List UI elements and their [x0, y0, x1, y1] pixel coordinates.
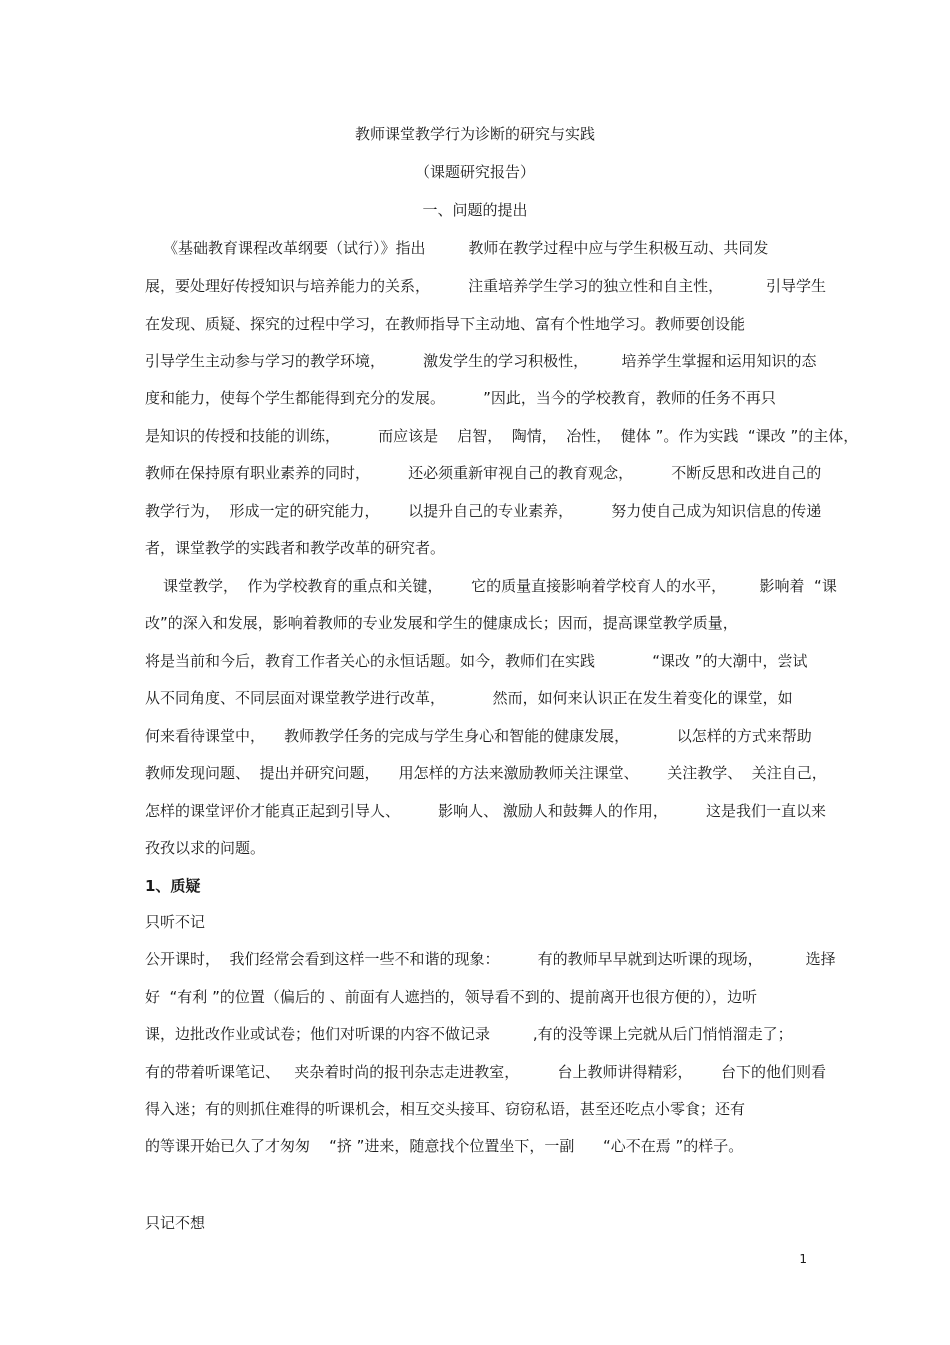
text-line: 得入迷；有的则抓住难得的听课机会，相互交头接耳、窃窃私语，甚至还吃点小零食；还有: [145, 1100, 746, 1118]
section-heading: 一、问题的提出: [422, 201, 528, 219]
text-line: 在发现、质疑、探究的过程中学习，在教师指导下主动地、富有个性地学习。教师要创设能: [145, 315, 746, 333]
text-line: 教师在保持原有职业素养的同时， 还必须重新审视自己的教育观念， 不断反思和改进自己的: [145, 464, 822, 482]
document-title: 教师课堂教学行为诊断的研究与实践: [354, 125, 595, 143]
subsection-heading: 1、质疑: [145, 877, 201, 895]
text-line: 是知识的传授和技能的训练， 而应该是 启智， 陶情， 冶性， 健体 ”。作为实践 “课改 ”的主体，: [145, 427, 859, 445]
subsubsection-heading: 只听不记: [145, 913, 206, 931]
text-line: 教师发现问题、 提出并研究问题， 用怎样的方法来激励教师关注课堂、 关注教学、 关注自己，: [145, 764, 827, 782]
text-line: 《基础教育课程改革纲要（试行）》指出 教师在教学过程中应与学生积极互动、共同发: [163, 239, 769, 257]
text-line: 孜孜以求的问题。: [145, 839, 266, 857]
text-line: 有的带着听课笔记、 夹杂着时尚的报刊杂志走进教室， 台上教师讲得精彩， 台下的他们则看: [145, 1063, 827, 1081]
text-line: 的等课开始已久了才匆匆 “挤 ”进来，随意找个位置坐下，一副 “心不在焉 ”的样子。: [145, 1137, 744, 1155]
page-number: 1: [799, 1252, 807, 1266]
text-line: 度和能力，使每个学生都能得到充分的发展。 ”因此，当今的学校教育，教师的任务不再只: [145, 389, 776, 407]
text-line: 课，边批改作业或试卷；他们对听课的内容不做记录 ,有的没等课上完就从后门悄悄溜走了；: [145, 1025, 793, 1043]
text-line: 从不同角度、不同层面对课堂教学进行改革， 然而，如何来认识正在发生着变化的课堂，如: [145, 689, 793, 707]
text-line: 好 “有利 ”的位置（偏后的 、前面有人遮挡的，领导看不到的、提前离开也很方便的），边听: [145, 988, 758, 1006]
text-line: 教学行为， 形成一定的研究能力， 以提升自己的专业素养， 努力使自己成为知识信息的传递: [145, 502, 822, 520]
text-line: 何来看待课堂中， 教师教学任务的完成与学生身心和智能的健康发展， 以怎样的方式来帮助: [145, 727, 812, 745]
text-line: 引导学生主动参与学习的教学环境， 激发学生的学习积极性， 培养学生掌握和运用知识的态: [145, 352, 817, 370]
subsubsection-heading: 只记不想: [145, 1214, 206, 1232]
text-line: 展，要处理好传授知识与培养能力的关系， 注重培养学生学习的独立性和自主性， 引导学生: [145, 277, 827, 295]
text-line: 改”的深入和发展，影响着教师的专业发展和学生的健康成长；因而，提高课堂教学质量，: [145, 614, 738, 632]
text-line: 课堂教学， 作为学校教育的重点和关键， 它的质量直接影响着学校育人的水平， 影响着 “课: [163, 577, 837, 595]
text-line: 公开课时， 我们经常会看到这样一些不和谐的现象： 有的教师早早就到达听课的现场， 选择: [145, 950, 836, 968]
document-subtitle: （课题研究报告）: [414, 163, 535, 181]
text-line: 怎样的课堂评价才能真正起到引导人、 影响人、 激励人和鼓舞人的作用， 这是我们一直以来: [145, 802, 827, 820]
text-line: 者，课堂教学的实践者和教学改革的研究者。: [145, 539, 446, 557]
text-line: 将是当前和今后，教育工作者关心的永恒话题。如今，教师们在实践 “课改 ”的大潮中，尝试: [145, 652, 808, 670]
